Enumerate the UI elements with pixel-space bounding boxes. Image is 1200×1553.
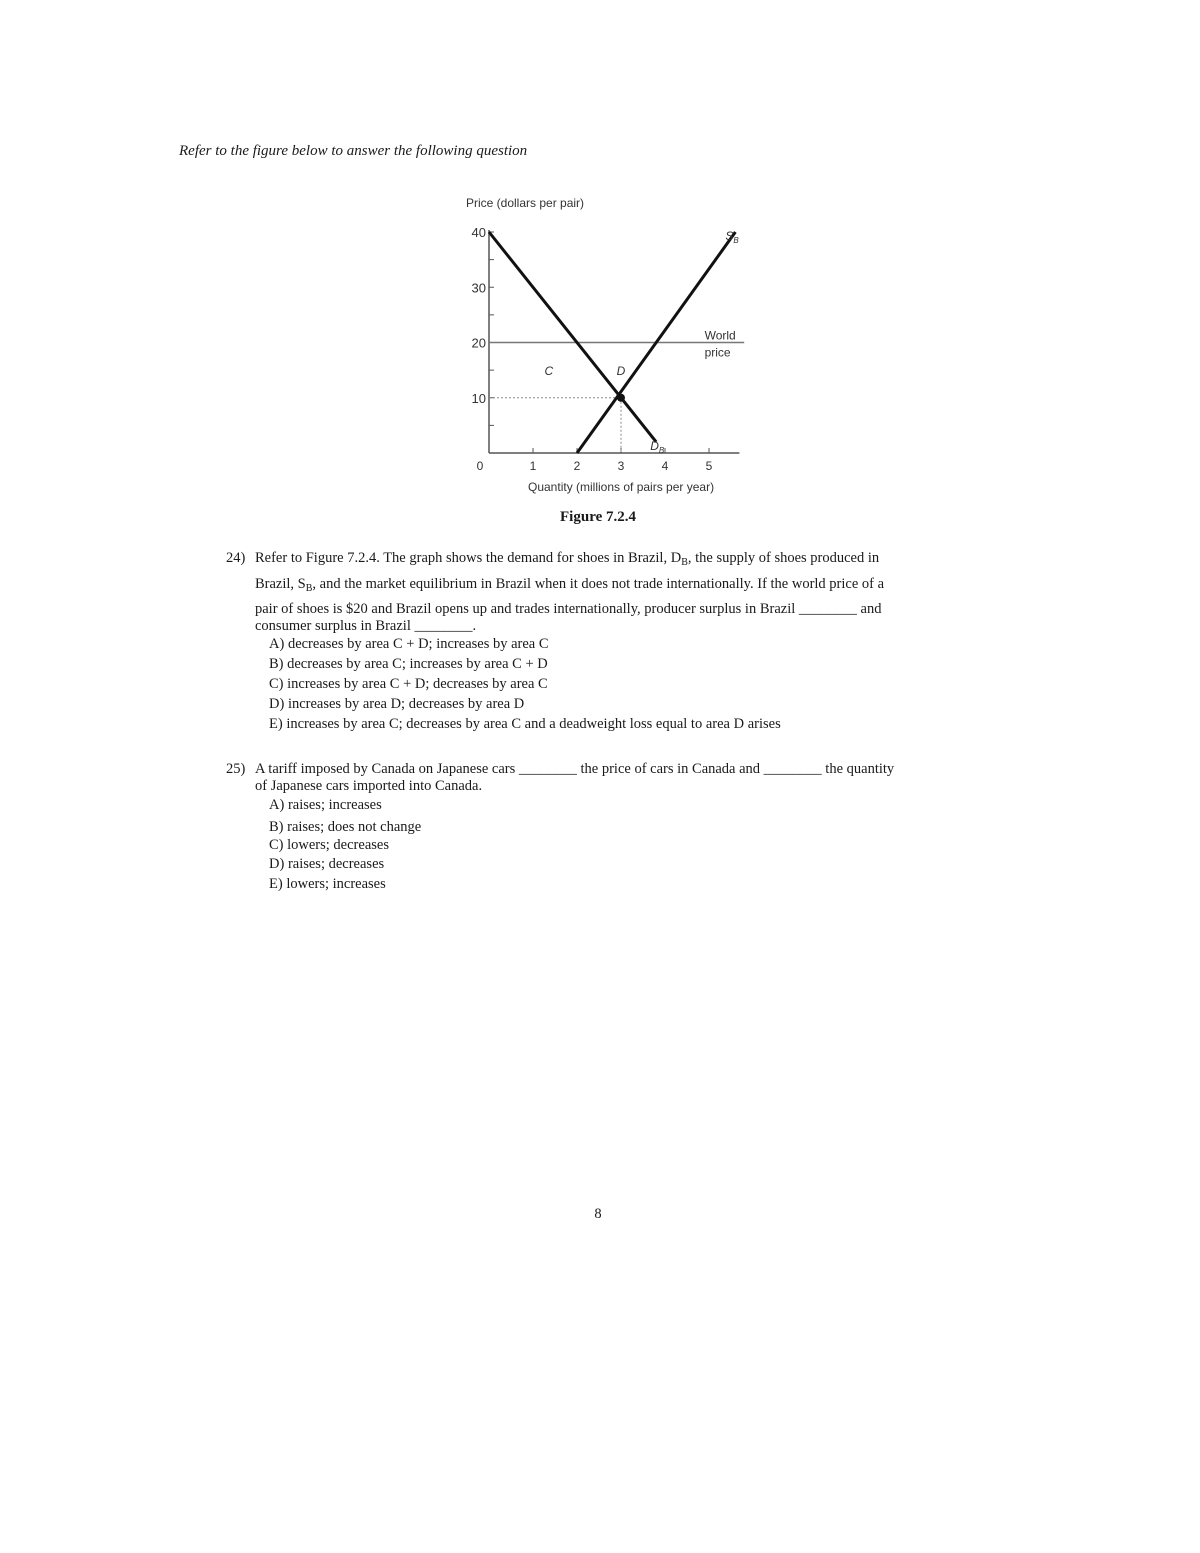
answer-option[interactable]: B) raises; does not change — [269, 819, 422, 835]
x-axis-label: Quantity (millions of pairs per year) — [528, 480, 715, 494]
figure-caption: Figure 7.2.4 — [560, 509, 636, 525]
answer-option[interactable]: E) lowers; increases — [269, 876, 386, 892]
answer-option[interactable]: C) increases by area C + D; decreases by area C — [269, 676, 548, 692]
area-label-c: C — [544, 364, 554, 379]
stem-line: pair of shoes is $20 and Brazil opens up and trades internationally, producer surplus in Brazil ________ and — [255, 601, 882, 617]
x-tick-label: 1 — [529, 459, 537, 473]
answer-option[interactable]: A) decreases by area C + D; increases by area C — [269, 636, 549, 652]
x-tick-label: 4 — [661, 459, 669, 473]
question-stem — [255, 548, 995, 636]
y-tick-label: 30 — [471, 280, 486, 296]
intro-instruction: Refer to the figure below to answer the following question — [179, 143, 528, 159]
subscript: B — [681, 557, 688, 568]
y-tick-label: 40 — [471, 225, 486, 240]
stem-line: consumer surplus in Brazil ________. — [255, 617, 477, 634]
x-tick-label: 5 — [705, 459, 713, 473]
world-price-label: World — [704, 328, 736, 343]
x-tick-label: 3 — [617, 459, 625, 473]
answer-option[interactable]: C) lowers; decreases — [269, 837, 389, 853]
y-tick-label: 20 — [471, 335, 486, 351]
answer-option[interactable]: B) decreases by area C; increases by area C + D — [269, 656, 548, 672]
supply-demand-chart — [440, 185, 760, 505]
answer-option[interactable]: D) increases by area D; decreases by area D — [269, 696, 525, 712]
x-tick-label: 2 — [573, 459, 581, 473]
area-label-d: D — [616, 364, 626, 379]
stem-line: of Japanese cars imported into Canada. — [255, 777, 483, 794]
answer-option[interactable]: E) increases by area C; decreases by area C and a deadweight loss equal to area D arises — [269, 716, 781, 732]
stem-line: Refer to Figure 7.2.4. The graph shows the demand for shoes in Brazil, D — [255, 550, 682, 566]
demand-curve-label: $D_B$ — [650, 438, 665, 455]
answer-option[interactable]: D) raises; decreases — [269, 856, 385, 872]
question-stem — [255, 759, 1015, 796]
page-number: 8 — [594, 1206, 602, 1222]
stem-line: , the supply of shoes produced in — [687, 550, 880, 566]
x-tick-label: 0 — [476, 459, 484, 473]
y-axis-label: Price (dollars per pair) — [466, 196, 585, 210]
demand-curve — [489, 232, 656, 442]
question-number: 24) — [226, 550, 246, 566]
question-number: 25) — [226, 761, 246, 777]
subscript: B — [305, 582, 313, 594]
world-price-label: price — [704, 345, 731, 360]
stem-line: A tariff imposed by Canada on Japanese cars ________ the price of cars in Canada and ________ the quantity — [255, 761, 895, 777]
answer-option[interactable]: A) raises; increases — [269, 797, 382, 813]
supply-curve-label: $S_B$ — [725, 229, 739, 245]
stem-line: Brazil, S — [255, 575, 306, 592]
y-tick-label: 10 — [471, 390, 486, 406]
equilibrium-point — [617, 394, 625, 402]
stem-line: , and the market equilibrium in Brazil when it does not trade internationally. If the world price of a — [312, 575, 885, 592]
